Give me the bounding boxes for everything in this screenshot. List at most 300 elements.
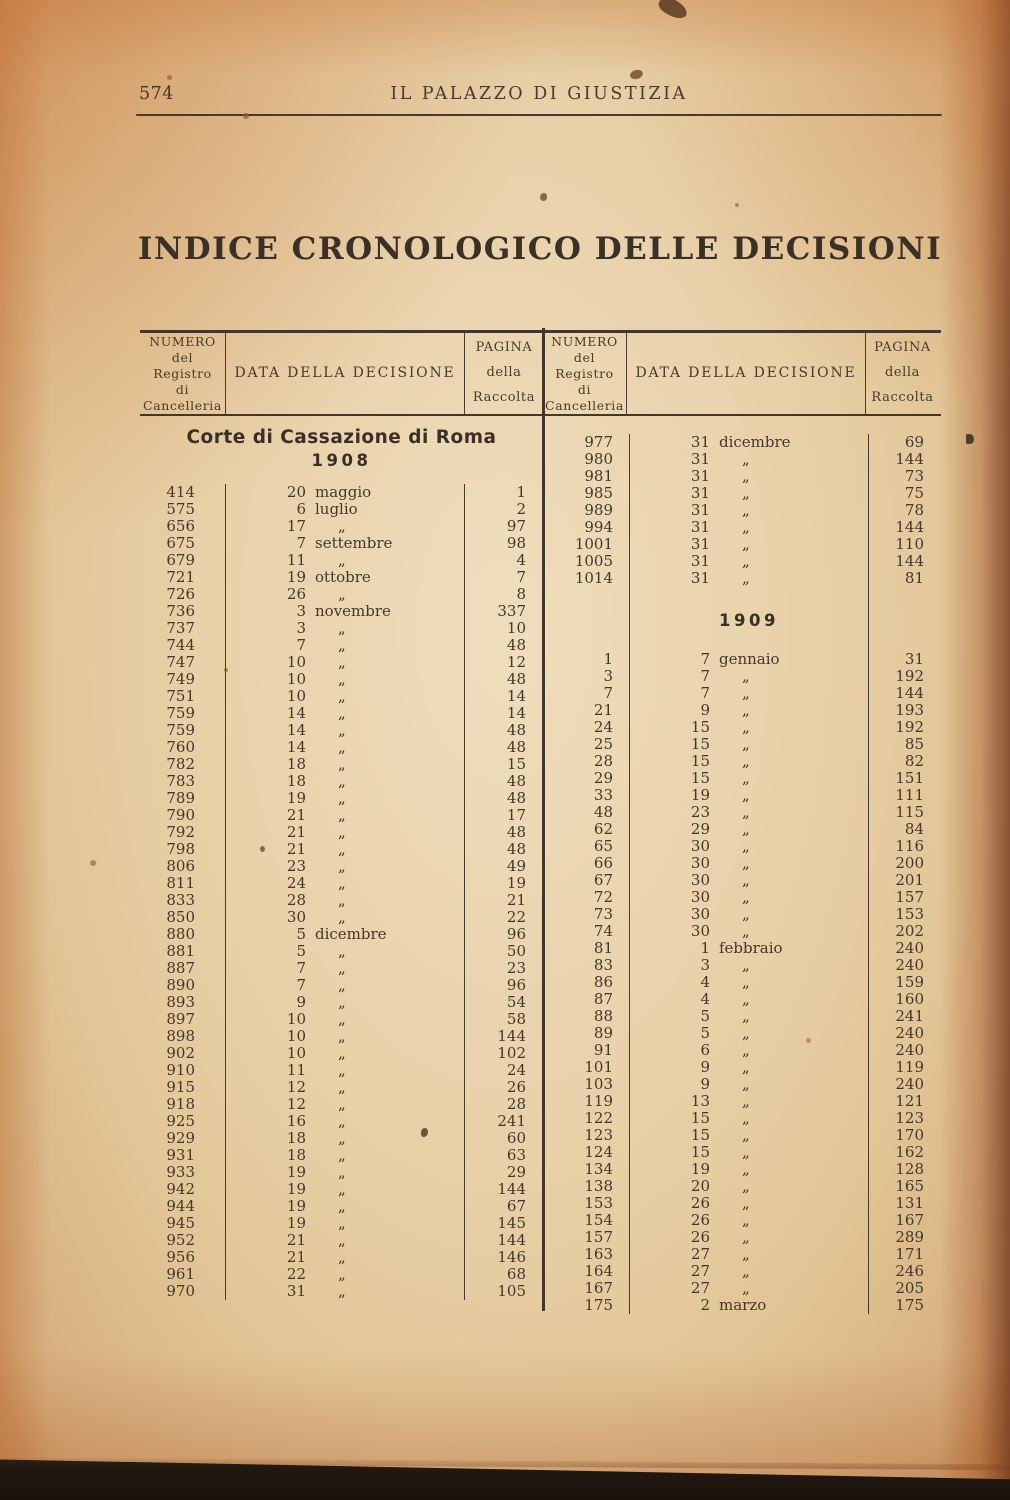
ditto-mark: „ <box>742 552 751 570</box>
cell-pagina: 58 <box>506 1010 526 1028</box>
cell-pagina: 171 <box>895 1245 924 1263</box>
cell-pagina: 84 <box>904 820 924 838</box>
cell-data-decisione <box>629 519 869 536</box>
cell-data-decisione <box>225 909 465 926</box>
cell-pagina: 29 <box>506 1163 526 1181</box>
table-row <box>546 991 941 1008</box>
cell-registro-numero: 759 <box>166 721 195 739</box>
cell-data-decisione <box>629 1195 869 1212</box>
cell-pagina: 48 <box>506 738 526 756</box>
cell-registro-numero: 981 <box>584 467 613 485</box>
day-value: 5 <box>296 925 306 943</box>
table-row <box>546 940 941 957</box>
cell-pagina: 157 <box>895 888 924 906</box>
day-value: 11 <box>286 1061 306 1079</box>
ditto-mark: „ <box>742 820 751 838</box>
table-row <box>546 804 941 821</box>
cell-registro-numero: 736 <box>166 602 195 620</box>
cell-registro-numero: 798 <box>166 840 195 858</box>
cell-pagina: 22 <box>506 908 526 926</box>
table-row <box>140 926 543 943</box>
table-row <box>546 957 941 974</box>
ditto-mark: „ <box>338 891 347 909</box>
cell-registro-numero: 72 <box>593 888 613 906</box>
cell-pagina: 289 <box>895 1228 924 1246</box>
cell-pagina: 116 <box>895 837 924 855</box>
ditto-mark: „ <box>742 450 751 468</box>
cell-pagina: 144 <box>497 1231 526 1249</box>
day-value: 31 <box>690 535 710 553</box>
cell-pagina: 240 <box>895 1024 924 1042</box>
table-row <box>546 889 941 906</box>
cell-registro-numero: 48 <box>593 803 613 821</box>
cell-registro-numero: 7 <box>603 684 613 702</box>
cell-pagina: 241 <box>497 1112 526 1130</box>
day-value: 16 <box>286 1112 306 1130</box>
header-pagina-raccolta-left: PAGINA della Raccolta <box>472 340 536 405</box>
table-row <box>546 502 941 519</box>
cell-pagina: 144 <box>497 1180 526 1198</box>
ditto-mark: „ <box>338 585 347 603</box>
cell-data-decisione <box>629 1212 869 1229</box>
cell-pagina: 26 <box>506 1078 526 1096</box>
ditto-mark: „ <box>338 772 347 790</box>
cell-registro-numero: 3 <box>603 667 613 685</box>
day-value: 15 <box>690 1126 710 1144</box>
cell-pagina: 240 <box>895 956 924 974</box>
ditto-mark: „ <box>742 1109 751 1127</box>
cell-data-decisione <box>629 821 869 838</box>
ditto-mark: „ <box>338 1112 347 1130</box>
day-value: 21 <box>286 806 306 824</box>
cell-registro-numero: 850 <box>166 908 195 926</box>
cell-data-decisione <box>225 1147 465 1164</box>
ditto-mark: „ <box>742 535 751 553</box>
cell-registro-numero: 414 <box>166 483 195 501</box>
day-value: 30 <box>690 922 710 940</box>
ditto-mark: „ <box>742 837 751 855</box>
cell-pagina: 240 <box>895 1075 924 1093</box>
ditto-mark: „ <box>742 973 751 991</box>
month-value: marzo <box>719 1296 767 1314</box>
cell-data-decisione <box>629 485 869 502</box>
cell-data-decisione <box>629 1008 869 1025</box>
table-row <box>546 719 941 736</box>
ditto-mark: „ <box>742 1024 751 1042</box>
cell-registro-numero: 726 <box>166 585 195 603</box>
ditto-mark: „ <box>338 1163 347 1181</box>
day-value: 9 <box>700 1058 710 1076</box>
table-row <box>140 1249 543 1266</box>
ink-smudge <box>656 0 690 22</box>
ditto-mark: „ <box>338 840 347 858</box>
cell-pagina: 192 <box>895 667 924 685</box>
day-value: 28 <box>286 891 306 909</box>
ditto-mark: „ <box>742 1245 751 1263</box>
cell-data-decisione <box>225 586 465 603</box>
paper-spot <box>243 113 249 119</box>
day-value: 31 <box>690 467 710 485</box>
cell-data-decisione <box>225 1215 465 1232</box>
cell-data-decisione <box>225 1045 465 1062</box>
cell-registro-numero: 123 <box>584 1126 613 1144</box>
month-value: ottobre <box>315 568 371 586</box>
table-row <box>140 1147 543 1164</box>
cell-registro-numero: 893 <box>166 993 195 1011</box>
table-row <box>546 570 941 587</box>
cell-data-decisione <box>629 1110 869 1127</box>
ditto-mark: „ <box>338 636 347 654</box>
day-value: 20 <box>286 483 306 501</box>
table-row <box>546 485 941 502</box>
cell-data-decisione <box>629 753 869 770</box>
cell-data-decisione <box>225 1232 465 1249</box>
day-value: 31 <box>690 518 710 536</box>
day-value: 7 <box>700 667 710 685</box>
cell-registro-numero: 925 <box>166 1112 195 1130</box>
cell-data-decisione <box>629 736 869 753</box>
table-row <box>546 1246 941 1263</box>
ditto-mark: „ <box>742 786 751 804</box>
table-row <box>140 1096 543 1113</box>
table-row <box>546 685 941 702</box>
cell-data-decisione <box>225 790 465 807</box>
running-header: IL PALAZZO DI GIUSTIZIA <box>390 84 688 104</box>
cell-registro-numero: 792 <box>166 823 195 841</box>
cell-data-decisione <box>225 994 465 1011</box>
day-value: 6 <box>296 500 306 518</box>
cell-data-decisione <box>629 940 869 957</box>
day-value: 14 <box>286 721 306 739</box>
cell-pagina: 144 <box>895 450 924 468</box>
table-row <box>140 841 543 858</box>
cell-registro-numero: 119 <box>584 1092 613 1110</box>
cell-data-decisione <box>629 855 869 872</box>
cell-registro-numero: 73 <box>593 905 613 923</box>
day-value: 4 <box>700 990 710 1008</box>
cell-registro-numero: 811 <box>166 874 195 892</box>
table-row <box>140 569 543 586</box>
table-row <box>140 1130 543 1147</box>
cell-pagina: 240 <box>895 1041 924 1059</box>
cell-registro-numero: 83 <box>593 956 613 974</box>
cell-pagina: 82 <box>904 752 924 770</box>
cell-data-decisione <box>225 1062 465 1079</box>
ditto-mark: „ <box>338 1231 347 1249</box>
table-row <box>140 943 543 960</box>
cell-data-decisione <box>629 451 869 468</box>
ditto-mark: „ <box>338 1265 347 1283</box>
day-value: 3 <box>296 619 306 637</box>
ditto-mark: „ <box>742 1007 751 1025</box>
day-value: 12 <box>286 1095 306 1113</box>
cell-data-decisione <box>629 1280 869 1297</box>
day-value: 31 <box>690 552 710 570</box>
cell-data-decisione <box>225 1283 465 1300</box>
day-value: 19 <box>286 789 306 807</box>
cell-data-decisione <box>629 1144 869 1161</box>
paper-spot <box>966 434 974 444</box>
cell-data-decisione <box>225 1266 465 1283</box>
day-value: 1 <box>700 939 710 957</box>
cell-data-decisione <box>225 688 465 705</box>
day-value: 31 <box>690 501 710 519</box>
cell-pagina: 67 <box>506 1197 526 1215</box>
day-value: 19 <box>286 568 306 586</box>
table-row <box>546 753 941 770</box>
ditto-mark: „ <box>338 738 347 756</box>
cell-registro-numero: 737 <box>166 619 195 637</box>
day-value: 4 <box>700 973 710 991</box>
table-row <box>140 824 543 841</box>
table-row <box>546 1042 941 1059</box>
ditto-mark: „ <box>742 1228 751 1246</box>
cell-pagina: 102 <box>497 1044 526 1062</box>
cell-data-decisione <box>629 536 869 553</box>
month-value: dicembre <box>719 433 791 451</box>
ditto-mark: „ <box>742 518 751 536</box>
table-row <box>140 1011 543 1028</box>
cell-registro-numero: 163 <box>584 1245 613 1263</box>
day-value: 10 <box>286 1044 306 1062</box>
cell-registro-numero: 67 <box>593 871 613 889</box>
cell-registro-numero: 833 <box>166 891 195 909</box>
cell-data-decisione <box>225 824 465 841</box>
cell-pagina: 63 <box>506 1146 526 1164</box>
table-row <box>140 1181 543 1198</box>
cell-data-decisione <box>629 1161 869 1178</box>
cell-data-decisione <box>225 484 465 501</box>
cell-registro-numero: 122 <box>584 1109 613 1127</box>
day-value: 19 <box>690 1160 710 1178</box>
cell-data-decisione <box>629 1263 869 1280</box>
cell-pagina: 144 <box>895 684 924 702</box>
cell-registro-numero: 789 <box>166 789 195 807</box>
cell-data-decisione <box>225 739 465 756</box>
header-data-decisione-right: DATA DELLA DECISIONE <box>626 333 866 414</box>
cell-registro-numero: 782 <box>166 755 195 773</box>
cell-pagina: 19 <box>506 874 526 892</box>
table-row <box>140 1079 543 1096</box>
cell-pagina: 50 <box>506 942 526 960</box>
day-value: 15 <box>690 1109 710 1127</box>
cell-registro-numero: 679 <box>166 551 195 569</box>
ditto-mark: „ <box>742 990 751 1008</box>
table-row <box>546 1025 941 1042</box>
table-row <box>140 603 543 620</box>
cell-registro-numero: 25 <box>593 735 613 753</box>
table-row <box>546 1280 941 1297</box>
cell-pagina: 170 <box>895 1126 924 1144</box>
cell-pagina: 162 <box>895 1143 924 1161</box>
day-value: 30 <box>690 837 710 855</box>
day-value: 7 <box>296 976 306 994</box>
cell-data-decisione <box>225 1011 465 1028</box>
cell-data-decisione <box>225 654 465 671</box>
day-value: 15 <box>690 769 710 787</box>
table-row <box>546 519 941 536</box>
cell-registro-numero: 783 <box>166 772 195 790</box>
table-row <box>140 705 543 722</box>
table-row <box>140 552 543 569</box>
table-row <box>546 736 941 753</box>
day-value: 26 <box>690 1228 710 1246</box>
cell-registro-numero: 101 <box>584 1058 613 1076</box>
cell-registro-numero: 575 <box>166 500 195 518</box>
ditto-mark: „ <box>742 1262 751 1280</box>
table-row <box>546 770 941 787</box>
day-value: 7 <box>296 636 306 654</box>
cell-registro-numero: 66 <box>593 854 613 872</box>
right-top-padding <box>546 416 941 434</box>
cell-registro-numero: 721 <box>166 568 195 586</box>
cell-registro-numero: 956 <box>166 1248 195 1266</box>
day-value: 19 <box>286 1214 306 1232</box>
cell-registro-numero: 103 <box>584 1075 613 1093</box>
day-value: 5 <box>700 1007 710 1025</box>
cell-pagina: 24 <box>506 1061 526 1079</box>
cell-registro-numero: 154 <box>584 1211 613 1229</box>
cell-pagina: 78 <box>904 501 924 519</box>
day-value: 27 <box>690 1262 710 1280</box>
table-row <box>140 1045 543 1062</box>
ditto-mark: „ <box>338 959 347 977</box>
cell-data-decisione <box>225 756 465 773</box>
ditto-mark: „ <box>338 517 347 535</box>
cell-registro-numero: 915 <box>166 1078 195 1096</box>
cell-registro-numero: 952 <box>166 1231 195 1249</box>
table-row <box>546 1178 941 1195</box>
ditto-mark: „ <box>338 857 347 875</box>
cell-data-decisione <box>629 889 869 906</box>
day-value: 31 <box>690 450 710 468</box>
ditto-mark: „ <box>742 1041 751 1059</box>
cell-pagina: 202 <box>895 922 924 940</box>
cell-data-decisione <box>629 651 869 668</box>
ink-smudge <box>629 68 644 80</box>
day-value: 29 <box>690 820 710 838</box>
ditto-mark: „ <box>742 905 751 923</box>
cell-data-decisione <box>629 702 869 719</box>
table-row <box>140 1232 543 1249</box>
cell-pagina: 131 <box>895 1194 924 1212</box>
cell-registro-numero: 980 <box>584 450 613 468</box>
day-value: 10 <box>286 687 306 705</box>
cell-pagina: 7 <box>516 568 526 586</box>
cell-data-decisione <box>225 773 465 790</box>
table-row <box>140 1028 543 1045</box>
ditto-mark: „ <box>338 755 347 773</box>
ditto-mark: „ <box>338 908 347 926</box>
table-row <box>546 855 941 872</box>
cell-data-decisione <box>629 1076 869 1093</box>
table-row <box>546 872 941 889</box>
right-rows-1909 <box>546 651 941 1314</box>
cell-registro-numero: 87 <box>593 990 613 1008</box>
cell-data-decisione <box>225 892 465 909</box>
left-half-rows <box>140 484 543 1300</box>
cell-pagina: 119 <box>895 1058 924 1076</box>
cell-registro-numero: 880 <box>166 925 195 943</box>
cell-registro-numero: 91 <box>593 1041 613 1059</box>
cell-data-decisione <box>225 807 465 824</box>
cell-data-decisione <box>225 1079 465 1096</box>
cell-registro-numero: 1001 <box>574 535 613 553</box>
cell-data-decisione <box>629 1246 869 1263</box>
day-value: 26 <box>690 1211 710 1229</box>
section-heading-1909 <box>546 613 941 639</box>
day-value: 21 <box>286 1231 306 1249</box>
cell-registro-numero: 157 <box>584 1228 613 1246</box>
table-row <box>546 906 941 923</box>
cell-registro-numero: 759 <box>166 704 195 722</box>
table-row <box>546 1110 941 1127</box>
table-row <box>140 739 543 756</box>
table-row <box>546 536 941 553</box>
table-row <box>140 790 543 807</box>
cell-pagina: 160 <box>895 990 924 1008</box>
paper-spot <box>540 193 547 201</box>
ditto-mark: „ <box>338 789 347 807</box>
day-value: 20 <box>690 1177 710 1195</box>
right-column-group <box>546 416 941 1314</box>
cell-data-decisione <box>629 957 869 974</box>
cell-data-decisione <box>629 838 869 855</box>
cell-pagina: 151 <box>895 769 924 787</box>
cell-data-decisione <box>629 685 869 702</box>
day-value: 23 <box>286 857 306 875</box>
cell-data-decisione <box>629 434 869 451</box>
month-value: maggio <box>315 483 372 501</box>
paper-spot <box>224 668 228 672</box>
cell-pagina: 1 <box>516 483 526 501</box>
cell-registro-numero: 890 <box>166 976 195 994</box>
month-value: dicembre <box>315 925 387 943</box>
cell-data-decisione <box>225 875 465 892</box>
day-value: 30 <box>286 908 306 926</box>
cell-data-decisione <box>629 1093 869 1110</box>
table-row <box>140 875 543 892</box>
table-row <box>140 909 543 926</box>
ditto-mark: „ <box>338 619 347 637</box>
decisions-table <box>140 330 941 1316</box>
day-value: 30 <box>690 854 710 872</box>
cell-registro-numero: 33 <box>593 786 613 804</box>
day-value: 18 <box>286 772 306 790</box>
cell-registro-numero: 944 <box>166 1197 195 1215</box>
year-1909: 1909 <box>719 611 779 630</box>
cell-pagina: 144 <box>895 552 924 570</box>
ditto-mark: „ <box>338 551 347 569</box>
cell-registro-numero: 929 <box>166 1129 195 1147</box>
cell-registro-numero: 62 <box>593 820 613 838</box>
left-column-group <box>140 416 543 1300</box>
cell-data-decisione <box>629 787 869 804</box>
table-row <box>140 501 543 518</box>
cell-data-decisione <box>225 552 465 569</box>
cell-pagina: 201 <box>895 871 924 889</box>
table-row <box>140 586 543 603</box>
table-row <box>140 637 543 654</box>
cell-pagina: 115 <box>895 803 924 821</box>
day-value: 30 <box>690 871 710 889</box>
cell-registro-numero: 81 <box>593 939 613 957</box>
cell-pagina: 48 <box>506 772 526 790</box>
cell-pagina: 85 <box>904 735 924 753</box>
day-value: 31 <box>690 569 710 587</box>
cell-registro-numero: 89 <box>593 1024 613 1042</box>
cell-data-decisione <box>629 468 869 485</box>
